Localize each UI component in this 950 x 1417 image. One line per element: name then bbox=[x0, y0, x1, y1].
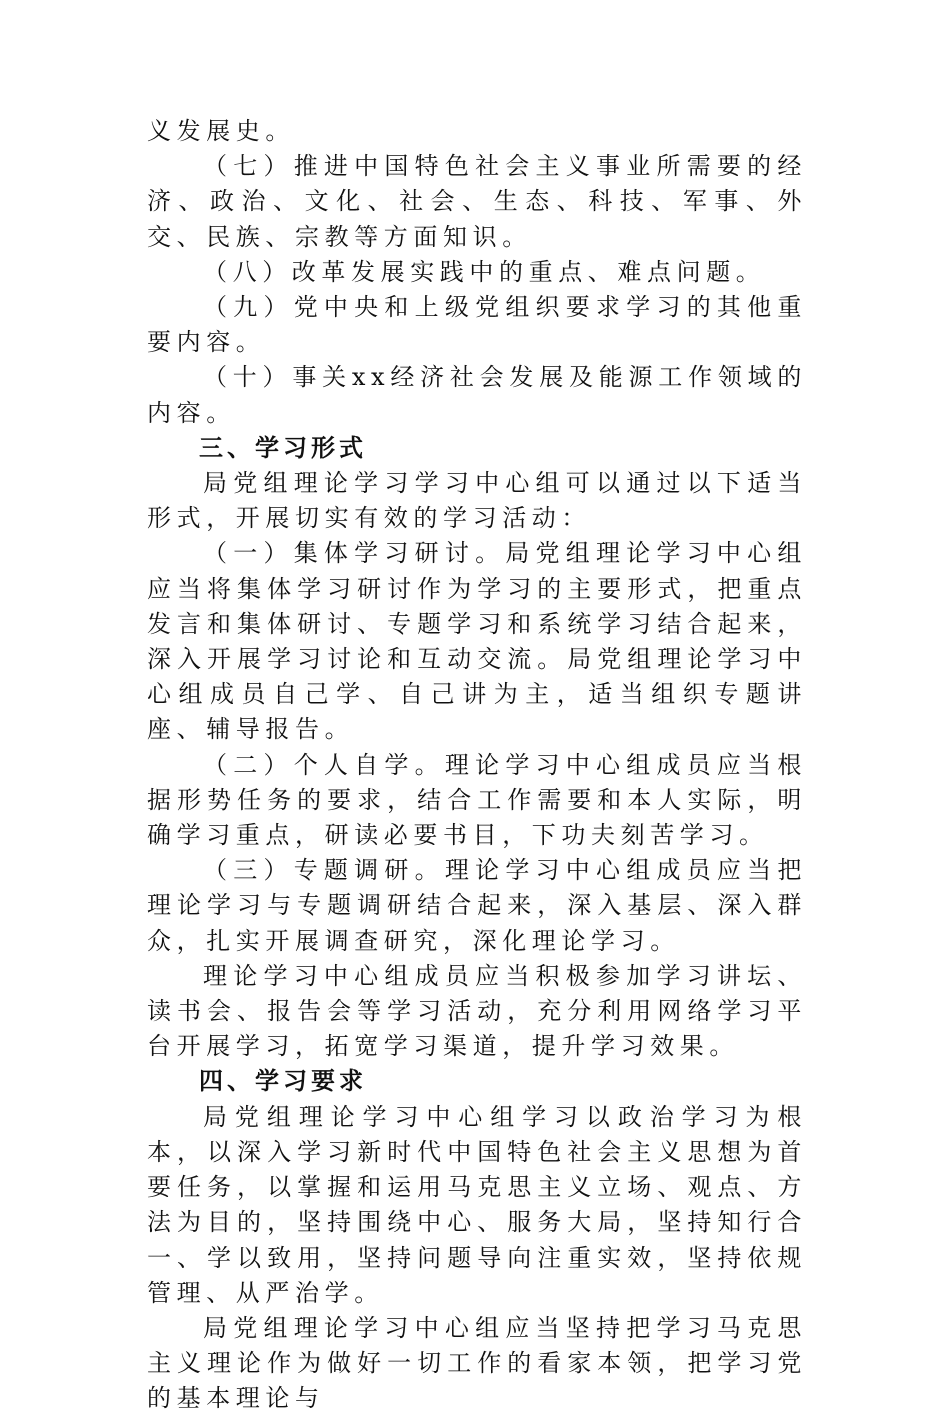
paragraph-item-8: （八）改革发展实践中的重点、难点问题。 bbox=[203, 257, 766, 286]
paragraph-forms-intro: 局党组理论学习学习中心组可以通过以下适当形式，开展切实有效的学习活动： bbox=[147, 469, 807, 533]
paragraph-form-1: （一）集体学习研讨。局党组理论学习中心组应当将集体学习研讨作为学习的主要形式，把重点发言和集体研讨、专题学习和系统学习结合起来，深入开展学习讨论和互动交流。局党组理论学习中心组成员自己学、自己讲为主，适当组织专题讲座、辅导报告。 bbox=[147, 539, 807, 744]
paragraph-item-7: （七）推进中国特色社会主义事业所需要的经济、政治、文化、社会、生态、科技、军事、外交、民族、宗教等方面知识。 bbox=[147, 152, 807, 251]
paragraph-continuation: 义发展史。 bbox=[147, 117, 295, 145]
section-heading-3: 三、学习形式 bbox=[199, 433, 367, 462]
section-heading-4: 四、学习要求 bbox=[199, 1067, 367, 1096]
paragraph-item-9: （九）党中央和上级党组织要求学习的其他重要内容。 bbox=[147, 293, 807, 357]
paragraph-item-10: （十）事关xx经济社会发展及能源工作领域的内容。 bbox=[147, 363, 807, 427]
document-body bbox=[147, 114, 807, 1417]
paragraph-forms-extra: 理论学习中心组成员应当积极参加学习讲坛、读书会、报告会等学习活动，充分利用网络学习平台开展学习，拓宽学习渠道，提升学习效果。 bbox=[147, 961, 807, 1061]
paragraph-requirements-2: 局党组理论学习中心组应当坚持把学习马克思主义理论作为做好一切工作的看家本领，把学习党的基本理论与 bbox=[147, 1313, 807, 1413]
paragraph-form-2: （二）个人自学。理论学习中心组成员应当根据形势任务的要求，结合工作需要和本人实际，明确学习重点，研读必要书目，下功夫刻苦学习。 bbox=[147, 750, 807, 850]
paragraph-form-3: （三）专题调研。理论学习中心组成员应当把理论学习与专题调研结合起来，深入基层、深入群众，扎实开展调查研究，深化理论学习。 bbox=[147, 856, 807, 955]
paragraph-requirements-1: 局党组理论学习中心组学习以政治学习为根本，以深入学习新时代中国特色社会主义思想为首要任务，以掌握和运用马克思主义立场、观点、方法为目的，坚持围绕中心、服务大局，坚持知行合一、学以致用，坚持问题导向注重实效，坚持依规管理、从严治学。 bbox=[147, 1102, 807, 1307]
